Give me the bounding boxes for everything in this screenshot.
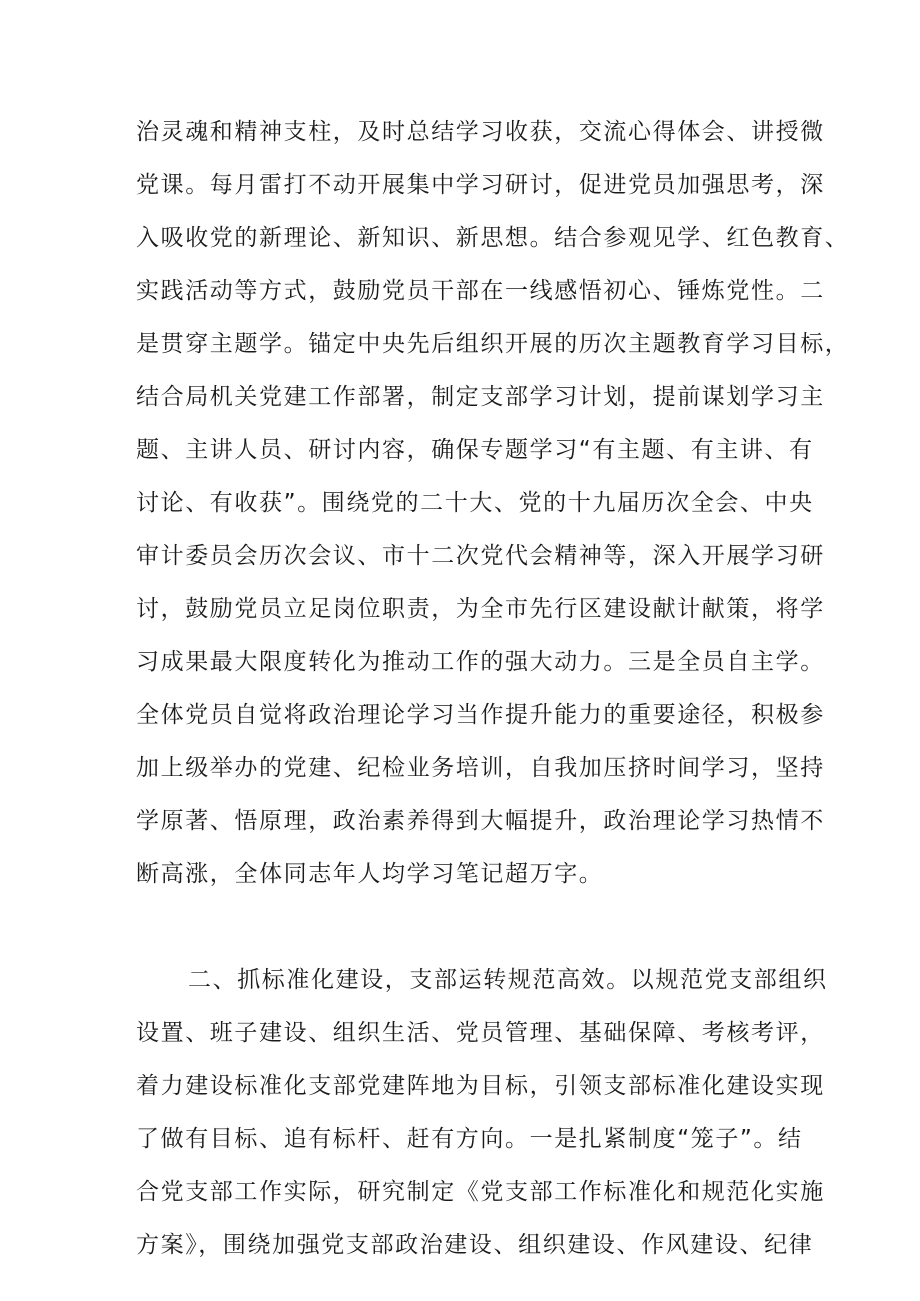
text-line: 着力建设标准化支部党建阵地为目标，引领支部标准化建设实现	[136, 1073, 825, 1099]
text-line: 全体党员自觉将政治理论学习当作提升能力的重要途径，积极参	[136, 702, 825, 728]
text-line: 党课。每月雷打不动开展集中学习研讨，促进党员加强思考，深	[136, 172, 825, 198]
text-line: 合党支部工作实际，研究制定《党支部工作标准化和规范化实施	[136, 1179, 825, 1205]
text-line: 入吸收党的新理论、新知识、新思想。结合参观见学、红色教育、	[136, 225, 850, 251]
text-line: 讨，鼓励党员立足岗位职责，为全市先行区建设献计献策，将学	[136, 596, 825, 622]
text-line: 学原著、悟原理，政治素养得到大幅提升，政治理论学习热情不	[136, 808, 825, 834]
text-line: 治灵魂和精神支柱，及时总结学习收获，交流心得体会、讲授微	[136, 119, 825, 145]
text-line: 加上级举办的党建、纪检业务培训，自我加压挤时间学习，坚持	[136, 755, 825, 781]
text-line: 是贯穿主题学。锚定中央先后组织开展的历次主题教育学习目标，	[136, 331, 850, 357]
text-line: 了做有目标、追有标杆、赶有方向。一是扎紧制度“笼子”。结	[136, 1126, 803, 1152]
text-line: 设置、班子建设、组织生活、党员管理、基础保障、考核考评，	[136, 1020, 825, 1046]
text-line: 讨论、有收获”。围绕党的二十大、党的十九届历次全会、中央	[136, 490, 814, 516]
text-line: 审计委员会历次会议、市十二次党代会精神等，深入开展学习研	[136, 543, 825, 569]
text-line: 方案》，围绕加强党支部政治建设、组织建设、作风建设、纪律	[136, 1232, 814, 1258]
text-line: 题、主讲人员、研讨内容，确保专题学习“有主题、有主讲、有	[136, 437, 814, 463]
text-line: 实践活动等方式，鼓励党员干部在一线感悟初心、锤炼党性。二	[136, 278, 825, 304]
text-line: 习成果最大限度转化为推动工作的强大动力。三是全员自主学。	[136, 649, 825, 675]
text-line: 断高涨，全体同志年人均学习笔记超万字。	[136, 861, 604, 887]
section-heading-line: 二、抓标准化建设，支部运转规范高效。以规范党支部组织	[188, 967, 828, 993]
text-line: 结合局机关党建工作部署，制定支部学习计划，提前谋划学习主	[136, 384, 825, 410]
